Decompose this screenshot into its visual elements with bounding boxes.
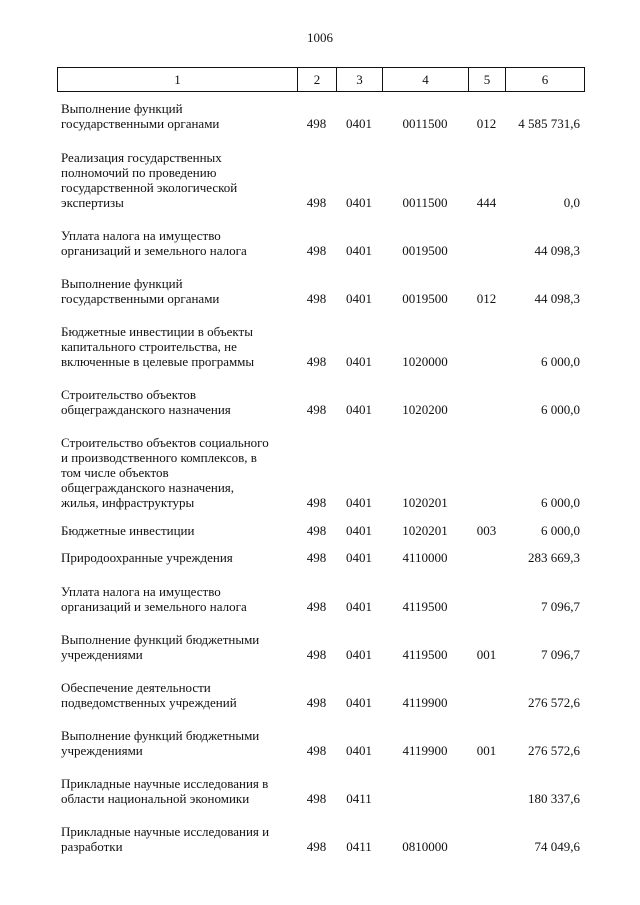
table-row	[57, 680, 585, 710]
row-col-5: 444	[476, 195, 497, 210]
row-col-4: 0810000	[402, 839, 448, 854]
table-row	[57, 824, 585, 854]
row-name: Прикладные научные исследования и разработки	[61, 824, 270, 854]
row-col-6: 44 098,3	[534, 243, 580, 258]
row-col-4: 0019500	[402, 243, 448, 258]
table-row	[57, 584, 585, 614]
table-row	[57, 632, 585, 662]
row-col-6: 6 000,0	[541, 495, 580, 510]
row-col-5: 001	[476, 743, 497, 758]
row-col-6: 4 585 731,6	[518, 116, 580, 131]
row-col-3: 0401	[346, 743, 372, 758]
row-col-3: 0401	[346, 523, 372, 538]
table-row	[57, 387, 585, 417]
row-col-6: 7 096,7	[541, 599, 580, 614]
page-number: 1006	[307, 30, 333, 45]
row-col-3: 0401	[346, 291, 372, 306]
row-col-4: 4119500	[402, 599, 448, 614]
row-col-4: 1020201	[402, 495, 448, 510]
row-col-2: 498	[306, 647, 327, 662]
row-col-3: 0401	[346, 354, 372, 369]
row-name: Бюджетные инвестиции в объекты капитального строительства, не включенные в целевые программы	[61, 324, 255, 369]
table-row	[57, 435, 585, 510]
row-col-3: 0401	[346, 647, 372, 662]
row-col-2: 498	[306, 116, 327, 131]
row-name: Бюджетные инвестиции	[61, 523, 195, 538]
row-name: Выполнение функций государственными органами	[61, 276, 220, 306]
row-name: Строительство объектов социального и производственного комплексов, в том числе объектов общегражданского назначения, жилья, инфраструктуры	[61, 435, 269, 510]
header-col-2: 2	[298, 68, 337, 91]
row-name: Природоохранные учреждения	[61, 550, 233, 565]
row-col-5: 001	[476, 647, 497, 662]
table-row	[57, 228, 585, 258]
row-col-3: 0401	[346, 550, 372, 565]
row-col-4: 0011500	[402, 116, 448, 131]
row-col-6: 276 572,6	[528, 743, 580, 758]
row-col-5: 012	[476, 116, 497, 131]
row-col-6: 6 000,0	[541, 523, 580, 538]
row-col-2: 498	[306, 354, 327, 369]
row-col-2: 498	[306, 550, 327, 565]
row-col-5: 003	[476, 523, 497, 538]
row-col-2: 498	[306, 791, 327, 806]
row-name: Выполнение функций государственными органами	[61, 101, 220, 131]
table-row	[57, 324, 585, 369]
row-col-3: 0401	[346, 243, 372, 258]
row-name: Реализация государственных полномочий по проведению государственной экологической экспертизы	[61, 150, 238, 210]
row-col-6: 74 049,6	[534, 839, 580, 854]
row-col-6: 0,0	[563, 195, 580, 210]
row-col-2: 498	[306, 291, 327, 306]
row-col-4: 4110000	[402, 550, 448, 565]
row-col-3: 0411	[346, 791, 372, 806]
row-col-4: 0019500	[402, 291, 448, 306]
row-col-4: 1020000	[402, 354, 448, 369]
row-col-2: 498	[306, 743, 327, 758]
row-col-4: 0011500	[402, 195, 448, 210]
table-row	[57, 101, 585, 131]
row-col-2: 498	[306, 243, 327, 258]
row-col-4: 4119900	[402, 743, 448, 758]
row-col-6: 283 669,3	[528, 550, 580, 565]
row-col-6: 7 096,7	[541, 647, 580, 662]
table-row	[57, 150, 585, 210]
row-name: Обеспечение деятельности подведомственных учреждений	[61, 680, 237, 710]
row-col-2: 498	[306, 402, 327, 417]
row-col-5: 012	[476, 291, 497, 306]
row-col-2: 498	[306, 523, 327, 538]
row-col-6: 276 572,6	[528, 695, 580, 710]
table-header	[57, 67, 585, 92]
table-row	[57, 276, 585, 306]
row-col-3: 0411	[346, 839, 372, 854]
header-col-5: 5	[469, 68, 506, 91]
row-col-3: 0401	[346, 195, 372, 210]
table-row	[57, 776, 585, 806]
header-col-3: 3	[337, 68, 383, 91]
row-col-2: 498	[306, 195, 327, 210]
row-col-6: 6 000,0	[541, 402, 580, 417]
row-name: Уплата налога на имущество организаций и земельного налога	[61, 228, 247, 258]
header-col-1: 1	[58, 68, 298, 91]
row-col-2: 498	[306, 695, 327, 710]
header-col-4: 4	[383, 68, 469, 91]
row-col-4: 1020200	[402, 402, 448, 417]
table-row	[57, 728, 585, 758]
row-col-2: 498	[306, 599, 327, 614]
table-row	[57, 550, 585, 565]
header-col-6: 6	[541, 71, 549, 87]
row-name: Выполнение функций бюджетными учреждениями	[61, 728, 260, 758]
row-col-6: 6 000,0	[541, 354, 580, 369]
row-col-4: 1020201	[402, 523, 448, 538]
row-col-6: 44 098,3	[534, 291, 580, 306]
row-col-3: 0401	[346, 116, 372, 131]
row-name: Уплата налога на имущество организаций и земельного налога	[61, 584, 247, 614]
row-name: Прикладные научные исследования в области национальной экономики	[61, 776, 269, 806]
row-col-2: 498	[306, 839, 327, 854]
row-col-4: 4119900	[402, 695, 448, 710]
row-col-3: 0401	[346, 695, 372, 710]
row-col-3: 0401	[346, 495, 372, 510]
row-col-4: 4119500	[402, 647, 448, 662]
table-body	[57, 92, 585, 854]
row-col-2: 498	[306, 495, 327, 510]
row-col-6: 180 337,6	[528, 791, 580, 806]
row-col-3: 0401	[346, 402, 372, 417]
table-row	[57, 523, 585, 538]
row-name: Выполнение функций бюджетными учреждениями	[61, 632, 260, 662]
row-col-3: 0401	[346, 599, 372, 614]
row-name: Строительство объектов общегражданского назначения	[61, 387, 231, 417]
